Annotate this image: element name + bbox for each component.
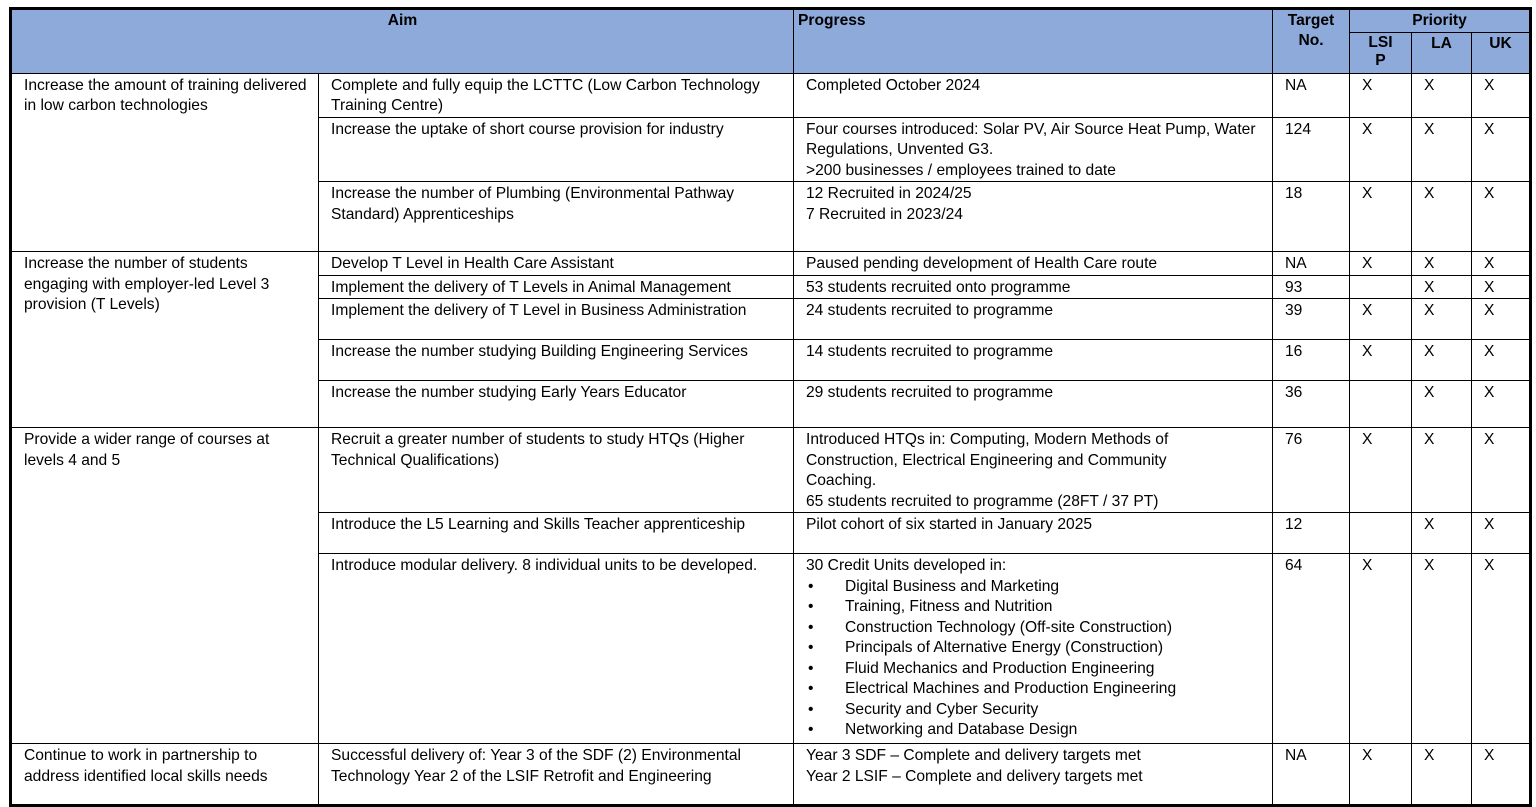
target-cell: 18 [1273, 182, 1350, 252]
progress-line: Year 2 LSIF – Complete and delivery targets met [806, 767, 1143, 785]
progress-line: Construction, Electrical Engineering and Community [806, 451, 1167, 469]
target-cell: 124 [1273, 117, 1350, 182]
progress-line: 53 students recruited onto programme [806, 278, 1071, 296]
lsip-priority-mark: X [1350, 117, 1412, 182]
sub-aim-cell: Increase the number studying Early Years Educator [319, 381, 794, 428]
progress-column-header: Progress [794, 9, 1273, 74]
lsip-priority-mark: X [1350, 182, 1412, 252]
target-cell: 76 [1273, 428, 1350, 513]
sub-aim-cell: Introduce modular delivery. 8 individual units to be developed. [319, 554, 794, 744]
uk-priority-mark: X [1472, 73, 1531, 117]
target-cell: NA [1273, 744, 1350, 806]
la-column-header: LA [1412, 32, 1472, 73]
target-cell: 16 [1273, 340, 1350, 381]
progress-cell [794, 340, 1273, 381]
target-cell: 39 [1273, 299, 1350, 340]
target-cell: NA [1273, 73, 1350, 117]
la-priority-mark: X [1412, 513, 1472, 554]
aim-group-3 [11, 428, 1531, 744]
uk-priority-mark: X [1472, 299, 1531, 340]
progress-line: Coaching. [806, 472, 877, 489]
uk-priority-mark: X [1472, 554, 1531, 744]
progress-cell [794, 381, 1273, 428]
progress-line: Completed October 2024 [806, 76, 981, 94]
aim-cell: Increase the number of students engaging with employer-led Level 3 provision (T Levels) [11, 252, 319, 428]
uk-priority-mark: X [1472, 513, 1531, 554]
lsip-priority-mark: X [1350, 340, 1412, 381]
target-cell: 64 [1273, 554, 1350, 744]
uk-priority-mark: X [1472, 428, 1531, 513]
lsip-priority-mark [1350, 513, 1412, 554]
target-cell: 36 [1273, 381, 1350, 428]
uk-priority-mark: X [1472, 117, 1531, 182]
sub-aim-cell: Increase the number studying Building Engineering Services [319, 340, 794, 381]
progress-cell [794, 275, 1273, 299]
aim-cell: Increase the amount of training delivered in low carbon technologies [11, 73, 319, 252]
lsip-priority-mark: X [1350, 744, 1412, 806]
progress-line: Introduced HTQs in: Computing, Modern Methods of [806, 431, 1169, 448]
sub-aim-cell: Successful delivery of: Year 3 of the SDF (2) Environmental Technology Year 2 of the LSIF Retrofit and Engineering [319, 744, 794, 806]
progress-line: 7 Recruited in 2023/24 [806, 205, 963, 223]
sub-aim-cell: Complete and fully equip the LCTTC (Low Carbon Technology Training Centre) [319, 73, 794, 117]
uk-priority-mark: X [1472, 182, 1531, 252]
progress-line: 30 Credit Units developed in: [806, 557, 1007, 574]
progress-cell [794, 299, 1273, 340]
la-priority-mark: X [1412, 299, 1472, 340]
list-item: • Electrical Machines and Production Engineering [806, 679, 1266, 700]
list-item: • Training, Fitness and Nutrition [806, 597, 1266, 618]
lsip-priority-mark: X [1350, 73, 1412, 117]
lsip-priority-mark [1350, 275, 1412, 299]
list-item: • Digital Business and Marketing [806, 577, 1266, 598]
sub-aim-cell: Develop T Level in Health Care Assistant [319, 252, 794, 276]
lsip-priority-mark: X [1350, 299, 1412, 340]
uk-priority-mark: X [1472, 381, 1531, 428]
progress-cell [794, 117, 1273, 182]
progress-cell [794, 252, 1273, 276]
aim-group-2 [11, 252, 1531, 428]
la-priority-mark: X [1412, 428, 1472, 513]
uk-priority-mark: X [1472, 252, 1531, 276]
progress-line: Year 3 SDF – Complete and delivery targets met [806, 747, 1141, 764]
uk-priority-mark: X [1472, 744, 1531, 806]
progress-line: Paused pending development of Health Care route [806, 255, 1158, 272]
la-priority-mark: X [1412, 554, 1472, 744]
la-priority-mark: X [1412, 381, 1472, 428]
sub-aim-cell: Implement the delivery of T Level in Business Administration [319, 299, 794, 340]
target-cell: NA [1273, 252, 1350, 276]
progress-cell [794, 744, 1273, 806]
lsip-priority-mark: X [1350, 252, 1412, 276]
sub-aim-cell: Introduce the L5 Learning and Skills Teacher apprenticeship [319, 513, 794, 554]
progress-cell [794, 182, 1273, 252]
progress-line: 12 Recruited in 2024/25 [806, 185, 972, 202]
la-priority-mark: X [1412, 744, 1472, 806]
progress-line: 24 students recruited to programme [806, 302, 1054, 319]
lsip-header-line2: P [1375, 51, 1386, 69]
list-item: • Networking and Database Design [806, 720, 1266, 741]
progress-line: >200 businesses / employees trained to date [806, 161, 1116, 179]
progress-line: 29 students recruited to programme [806, 384, 1054, 401]
aim-cell: Provide a wider range of courses at levels 4 and 5 [11, 428, 319, 744]
lsip-header-line1: LSI [1368, 33, 1393, 51]
la-priority-mark: X [1412, 73, 1472, 117]
progress-line: 14 students recruited to programme [806, 343, 1054, 360]
aim-cell: Continue to work in partnership to address identified local skills needs [11, 744, 319, 806]
aims-progress-table [9, 7, 1532, 807]
progress-line: Pilot cohort of six started in January 2025 [806, 516, 1093, 533]
sub-aim-cell: Recruit a greater number of students to study HTQs (Higher Technical Qualifications) [319, 428, 794, 513]
lsip-priority-mark [1350, 381, 1412, 428]
la-priority-mark: X [1412, 275, 1472, 299]
target-header-line1: Target [1287, 12, 1335, 29]
progress-line: Four courses introduced: Solar PV, Air Source Heat Pump, Water Regulations, Unvented G3. [806, 120, 1256, 158]
target-cell: 93 [1273, 275, 1350, 299]
target-cell: 12 [1273, 513, 1350, 554]
list-item: • Security and Cyber Security [806, 700, 1266, 721]
lsip-column-header [1350, 32, 1412, 73]
aim-column-header: Aim [11, 9, 794, 74]
progress-cell [794, 513, 1273, 554]
lsip-priority-mark: X [1350, 554, 1412, 744]
sub-aim-cell: Implement the delivery of T Levels in Animal Management [319, 275, 794, 299]
target-header-line2: No. [1298, 32, 1324, 49]
la-priority-mark: X [1412, 340, 1472, 381]
la-priority-mark: X [1412, 252, 1472, 276]
progress-cell [794, 73, 1273, 117]
lsip-priority-mark: X [1350, 428, 1412, 513]
list-item: • Principals of Alternative Energy (Construction) [806, 638, 1266, 659]
progress-cell [794, 554, 1273, 744]
priority-column-header: Priority [1350, 9, 1531, 33]
la-priority-mark: X [1412, 182, 1472, 252]
progress-cell [794, 428, 1273, 513]
list-item: • Construction Technology (Off-site Construction) [806, 618, 1266, 639]
uk-priority-mark: X [1472, 275, 1531, 299]
credit-units-list [806, 577, 1266, 741]
uk-column-header: UK [1472, 32, 1531, 73]
list-item: • Fluid Mechanics and Production Engineering [806, 659, 1266, 680]
aim-group-1 [11, 73, 1531, 252]
sub-aim-cell: Increase the number of Plumbing (Environmental Pathway Standard) Apprenticeships [319, 182, 794, 252]
sub-aim-cell: Increase the uptake of short course provision for industry [319, 117, 794, 182]
la-priority-mark: X [1412, 117, 1472, 182]
aim-group-4 [11, 744, 1531, 806]
target-column-header [1273, 9, 1350, 74]
progress-line: 65 students recruited to programme (28FT / 37 PT) [806, 492, 1159, 510]
uk-priority-mark: X [1472, 340, 1531, 381]
